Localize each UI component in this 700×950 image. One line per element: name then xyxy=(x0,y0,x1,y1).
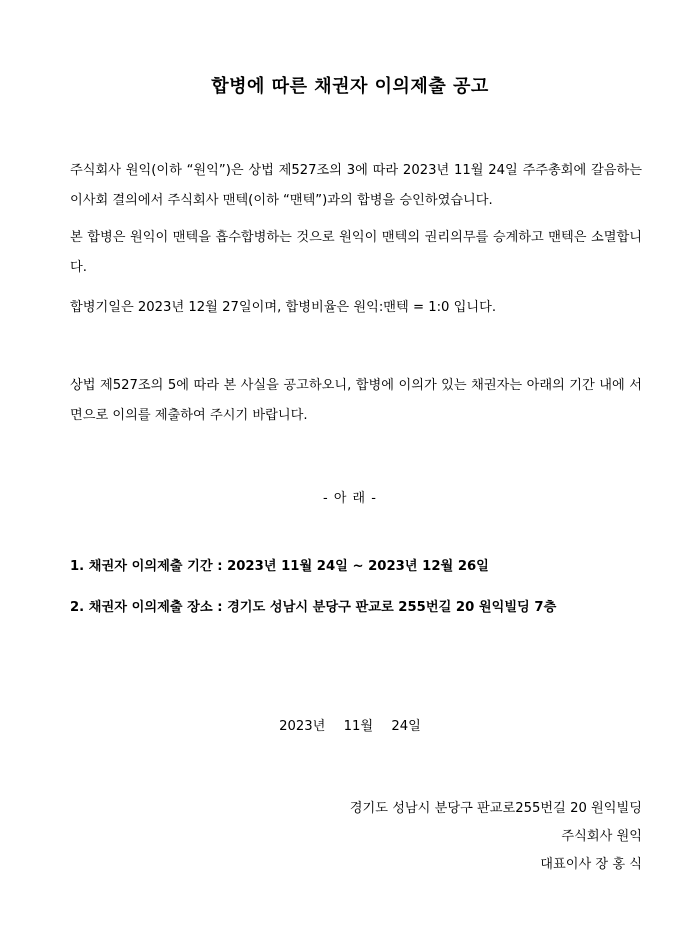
below-label: - 아 래 - xyxy=(323,491,377,506)
paragraph-merger-structure: 본 합병은 원익이 맨텍을 흡수합병하는 것으로 원익이 맨텍의 권리의무를 승계하고 맨텍은 소멸합니다. xyxy=(70,230,642,275)
paragraph-merger-date-ratio: 합병기일은 2023년 12월 27일이며, 합병비율은 원익:맨텍 = 1:0 입니다. xyxy=(70,300,497,315)
signature-representative: 대표이사 장 홍 식 xyxy=(540,857,642,872)
objection-place-item: 2. 채권자 이의제출 장소 : 경기도 성남시 분당구 판교로 255번길 20 원익빌딩 7층 xyxy=(70,600,557,615)
notice-date: 2023년 11월 24일 xyxy=(279,719,421,734)
signature-company: 주식회사 원익 xyxy=(561,829,642,844)
objection-period-item: 1. 채권자 이의제출 기간 : 2023년 11월 24일 ~ 2023년 12월 26일 xyxy=(70,559,489,574)
notice-title: 합병에 따른 채권자 이의제출 공고 xyxy=(211,76,489,97)
signature-address: 경기도 성남시 분당구 판교로255번길 20 원익빌딩 xyxy=(349,801,642,816)
paragraph-merger-approval: 주식회사 원익(이하 “원익”)은 상법 제527조의 3에 따라 2023년 11월 24일 주주총회에 갈음하는 이사회 결의에서 주식회사 맨텍(이하 “맨텍”)과의 합병을 승인하였습니다. xyxy=(70,163,642,208)
paragraph-creditor-notice: 상법 제527조의 5에 따라 본 사실을 공고하오니, 합병에 이의가 있는 채권자는 아래의 기간 내에 서면으로 이의를 제출하여 주시기 바랍니다. xyxy=(70,378,642,423)
